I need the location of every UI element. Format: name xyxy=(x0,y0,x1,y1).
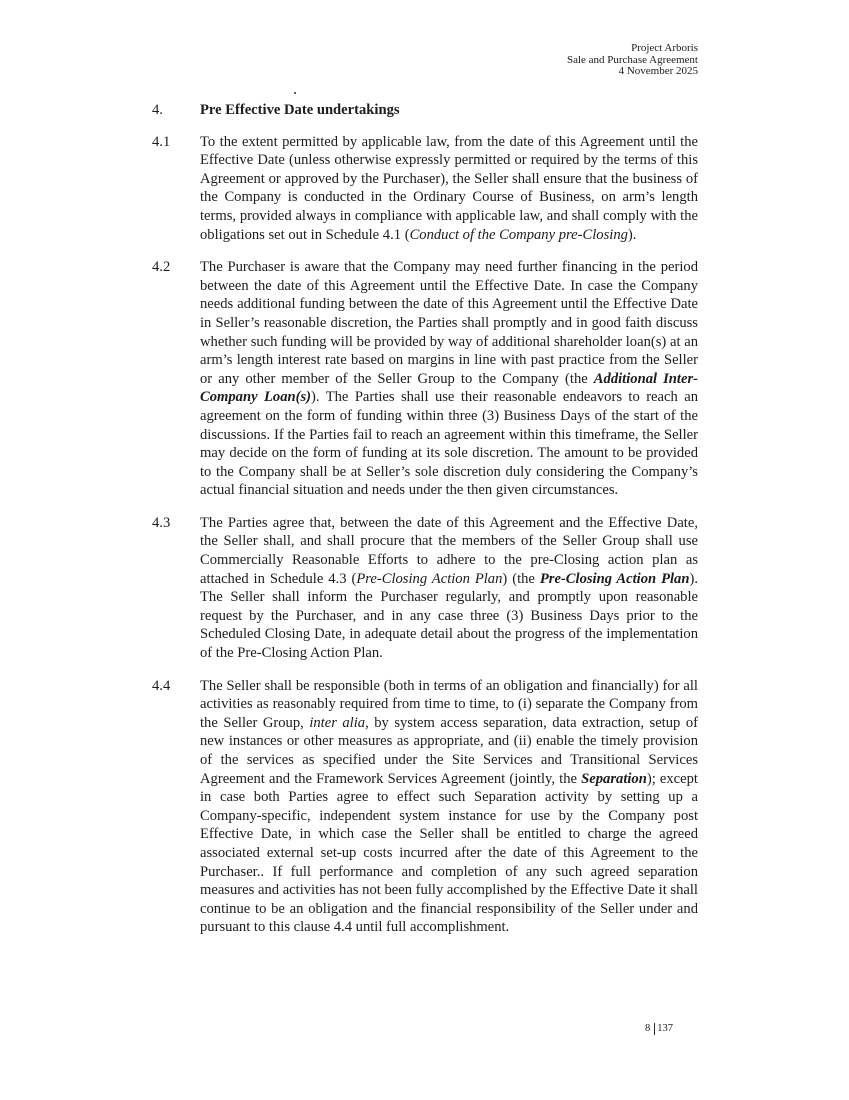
text-run-bold-italic: Separation xyxy=(581,770,647,787)
text-run: The Seller shall be responsible (both in terms of an obligation and financially) for all activities as reasonably required from time to time, to (i) separate the Company from the Seller Group, xyxy=(200,677,698,731)
footer-total-pages: 137 xyxy=(657,1023,673,1034)
text-run-italic: Pre-Closing Action Plan xyxy=(356,570,503,587)
clause-number: 4.1 xyxy=(152,133,171,150)
text-run-bold-italic: Additional Inter-Company Loan(s) xyxy=(200,370,698,406)
clause-number: 4.4 xyxy=(152,677,171,694)
text-run: ). The Seller shall inform the Purchaser regularly, and promptly upon reasonable request by the Purchaser, and in any case three (3) Business Days prior to the Scheduled Closing Date, in adequate detail about the progress of the implementation of the Pre-Closing Action Plan. xyxy=(200,570,698,662)
clause-number: 4.3 xyxy=(152,514,171,531)
clause xyxy=(152,133,698,245)
footer-separator-bar xyxy=(654,1023,655,1035)
text-run: ). The Parties shall use their reasonable endeavors to reach an agreement on the form of funding within three (3) Business Days of the start of the discussions. If the Parties fail to reach an agreement within this timeframe, the Seller may decide on the form of funding at its sole discretion. The amount to be provided to the Company shall be at Seller’s sole discretion duly considering the Company’s actual financial situation and needs under the then given circumstances. xyxy=(200,389,698,499)
text-run: ); except in case both Parties agree to effect such Separation activity by setting up a Company-specific, independent system instance for use by the Company post Effective Date, in which case the Seller shall be entitled to charge the agreed associated external set-up costs incurred after the date of this Agreement to the Purchaser.. If full performance and completion of any such agreed separation measures and activities has not been fully accomplished by the Effective Date it shall continue to be an obligation and the financial responsibility of the Seller under and pursuant to this clause 4.4 until full accomplishment. xyxy=(200,770,698,936)
clause-body xyxy=(200,514,698,663)
header-agreement-title: Sale and Purchase Agreement xyxy=(566,53,698,66)
document-body xyxy=(152,101,698,951)
document-header xyxy=(567,43,698,78)
clause-body xyxy=(200,677,698,937)
header-date: 4 November 2025 xyxy=(618,65,698,78)
stray-dot-artifact xyxy=(294,92,296,94)
clause-body xyxy=(200,133,698,245)
text-run: ). xyxy=(627,226,637,243)
clause xyxy=(152,514,698,663)
clause xyxy=(152,677,698,937)
clause xyxy=(152,258,698,500)
clauses xyxy=(152,133,698,937)
header-project-name: Project Arboris xyxy=(631,42,698,54)
text-run: To the extent permitted by applicable law, from the date of this Agreement until the Effective Date (unless otherwise expressly permitted or required by the terms of this Agreement or approved by the Purchaser), the Seller shall ensure that the business of the Company is conducted in the Ordinary Course of Business, on arm’s length terms, provided always in compliance with applicable law, and shall comply with the obligations set out in Schedule 4.1 ( xyxy=(200,133,698,243)
text-run: , by system access separation, data extraction, setup of new instances or other measures as appropriate, and (ii) enable the timely provision of the services as specified under the Site Services and Transitional Services Agreement and the Framework Services Agreement (jointly, the xyxy=(200,714,698,787)
page-footer xyxy=(645,1022,673,1036)
text-run-bold-italic: Pre-Closing Action Plan xyxy=(539,570,690,587)
clause-body xyxy=(200,258,698,500)
footer-page-number: 8 xyxy=(645,1023,651,1034)
text-run: ) (the xyxy=(502,570,540,587)
section-heading xyxy=(152,101,698,120)
clause-number: 4.2 xyxy=(152,259,171,276)
text-run-italic: Conduct of the Company pre-Closing xyxy=(409,226,628,243)
section-title: Pre Effective Date undertakings xyxy=(200,102,400,118)
section-number: 4. xyxy=(152,102,163,118)
text-run-italic: inter alia xyxy=(309,714,366,731)
text-run: The Parties agree that, between the date of this Agreement and the Effective Date, the Seller shall, and shall procure that the members of the Seller Group shall use Commercially Reasonable Efforts to adhere to the pre-Closing action plan as attached in Schedule 4.3 ( xyxy=(200,514,698,587)
text-run: The Purchaser is aware that the Company may need further financing in the period between the date of this Agreement until the Effective Date. In case the Company needs additional funding between the date of this Agreement until the Effective Date in Seller’s reasonable discretion, the Parties shall promptly and in good faith discuss whether such funding will be provided by way of additional shareholder loan(s) at an arm’s length interest rate based on margins in line with past practice from the Seller or any other member of the Seller Group to the Company (the xyxy=(200,259,698,387)
